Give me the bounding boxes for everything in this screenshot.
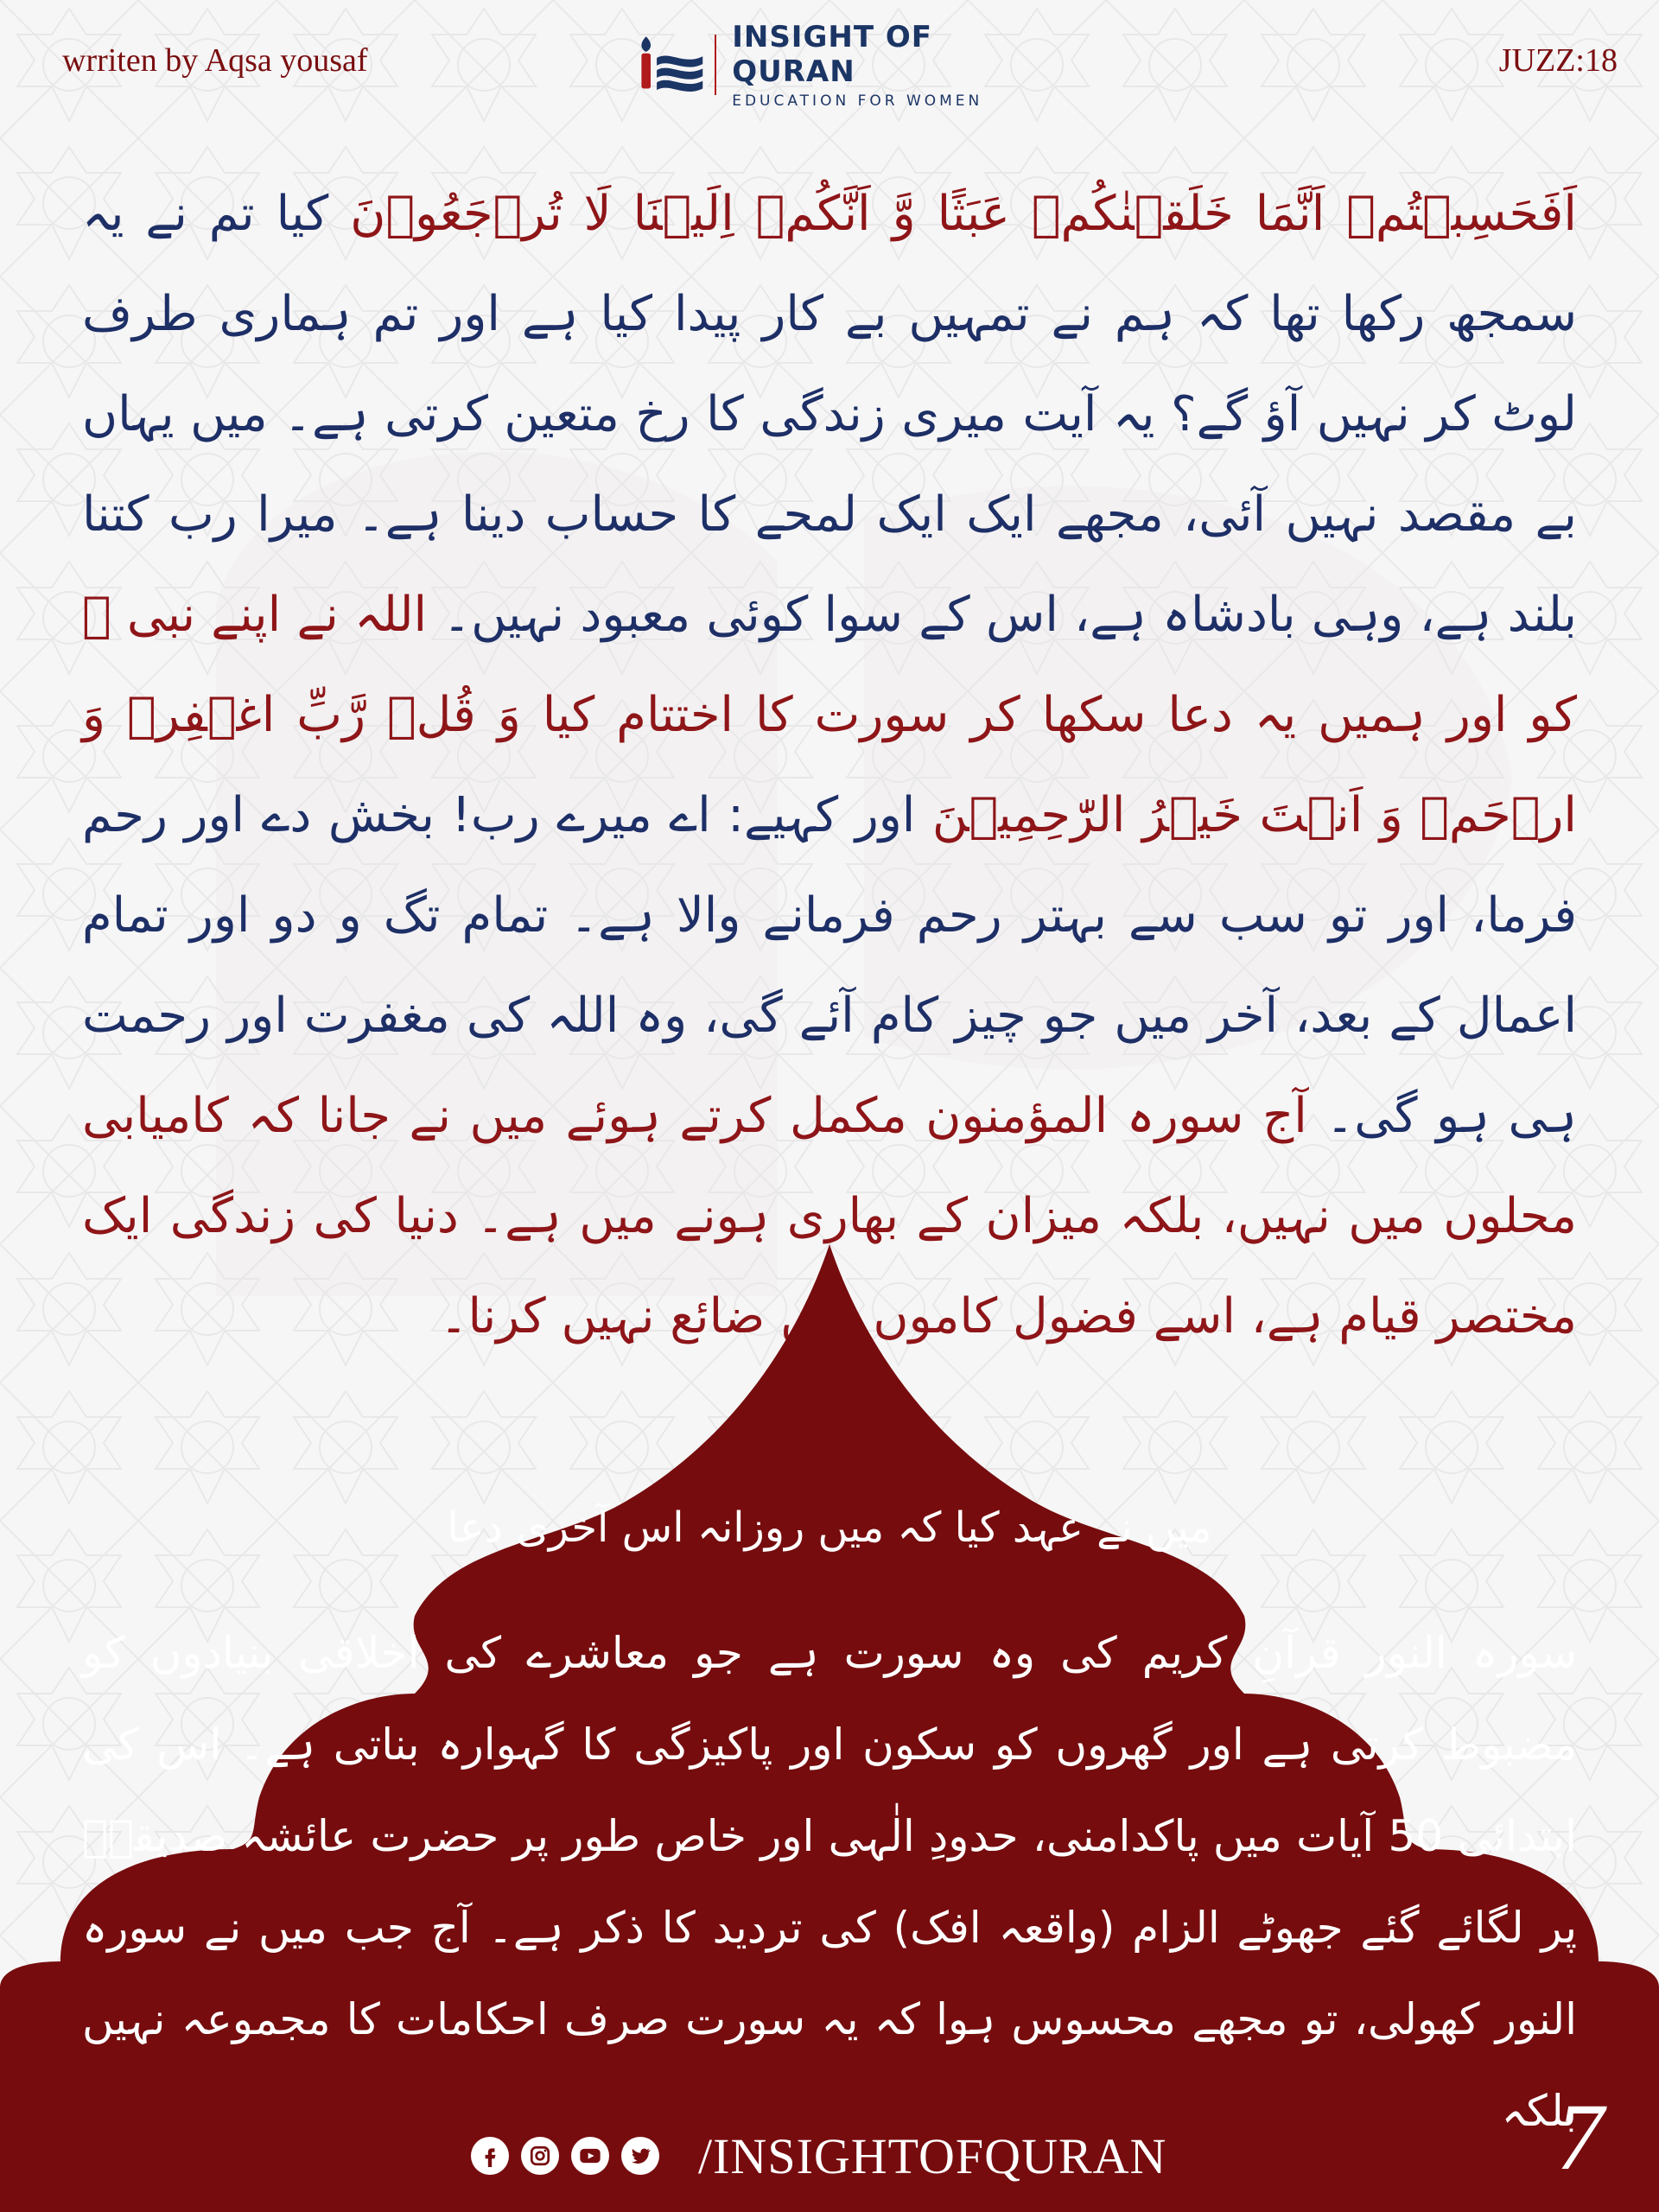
text-segment-c: اللہ نے اپنے نبی ﷺ کو اور ہمیں یہ دعا سکھا کر سورت کا اختتام کیا (82, 587, 1577, 743)
logo-title: INSIGHT OF QURAN (732, 20, 932, 89)
instagram-icon[interactable] (521, 2137, 559, 2175)
dome-title: میں نے عہد کیا کہ میں روزانہ اس آخری دعا (447, 1503, 1212, 1552)
dome-text: سورہ النور قرآنِ کریم کی وہ سورت ہے جو معاشرے کی اخلاقی بنیادوں کو مضبوط کرتی ہے اور گھروں کو سکون اور پاکیزگی کا گہوارہ بناتی ہے۔ اس کی ابتدائی 50 آیات میں پاکدامنی، حدودِ الٰہی اور خاص طور پر حضرت عائشہ صدیقہؓ پر لگائے گئے جھوٹے الزام (واقعہ افک) کی تردید کا ذکر ہے۔ آج جب میں نے سورہ النور کھولی، تو مجھے محسوس ہوا کہ یہ سورت صرف احکامات کا مجموعہ نہیں بلکہ (82, 1628, 1577, 2136)
author-credit: wrriten by Aqsa yousaf (62, 42, 368, 79)
social-icons (471, 2137, 671, 2175)
logo-text (732, 20, 1028, 110)
youtube-icon[interactable] (571, 2137, 609, 2175)
text-segment-d: اور کہیے: اے میرے رب! بخش دے اور رحم فرما، اور تو سب سے بہتر رحم فرمانے والا ہے۔ (82, 787, 1577, 944)
header (0, 0, 1659, 138)
logo-subtitle: EDUCATION FOR WOMEN (732, 92, 983, 110)
juzz-label: JUZZ:18 (1498, 42, 1618, 79)
verse-2: وَ قُلۡ رَّبِّ اغۡفِرۡ وَ ارۡحَمۡ وَ اَنۡتَ خَيۡرُ الرّٰحِمِيۡنَ (82, 687, 1577, 843)
social-handle[interactable]: /INSIGHTOFQURAN (698, 2128, 1167, 2184)
twitter-icon[interactable] (621, 2137, 659, 2175)
verse-1: اَفَحَسِبۡتُمۡ اَنَّمَا خَلَقۡنٰكُمۡ عَبَثًا وَّ اَنَّكُمۡ اِلَيۡنَا لَا تُرۡجَعُوۡنَ (350, 186, 1577, 242)
text-segment-e: تمام تگ و دو اور تمام اعمال کے بعد، آخر میں جو چیز کام آئے گی، وہ اللہ کی مغفرت اور رحمت ہی ہو گی۔ (82, 887, 1577, 1144)
logo-icon (631, 26, 708, 104)
text-segment-f: آج سورہ المؤمنون مکمل کرتے ہوئے میں نے جانا کہ کامیابی محلوں میں نہیں، بلکہ میزان کے بھاری ہونے میں ہے۔ دنیا کی زندگی ایک مختصر قیام ہے، اسے فضول کاموں میں ضائع نہیں کرنا۔ (82, 1088, 1577, 1344)
main-paragraph (82, 164, 1577, 1367)
text-segment-b: یہ آیت میری زندگی کا رخ متعین کرتی ہے۔ میں یہاں بے مقصد نہیں آئی، مجھے ایک ایک لمحے کا حساب دینا ہے۔ میرا رب کتنا بلند ہے، وہی بادشاہ ہے، اس کے سوا کوئی معبود نہیں۔ (82, 386, 1577, 643)
logo-divider (715, 35, 717, 95)
text-segment-a: کیا تم نے یہ سمجھ رکھا تھا کہ ہم نے تمہیں بے کار پیدا کیا ہے اور تم ہماری طرف لوٹ کر نہیں آؤ گے؟ (82, 186, 1577, 442)
facebook-icon[interactable] (471, 2137, 509, 2175)
main-text (82, 164, 1577, 1367)
page-number: 7 (1556, 2084, 1604, 2190)
logo (631, 20, 1028, 110)
